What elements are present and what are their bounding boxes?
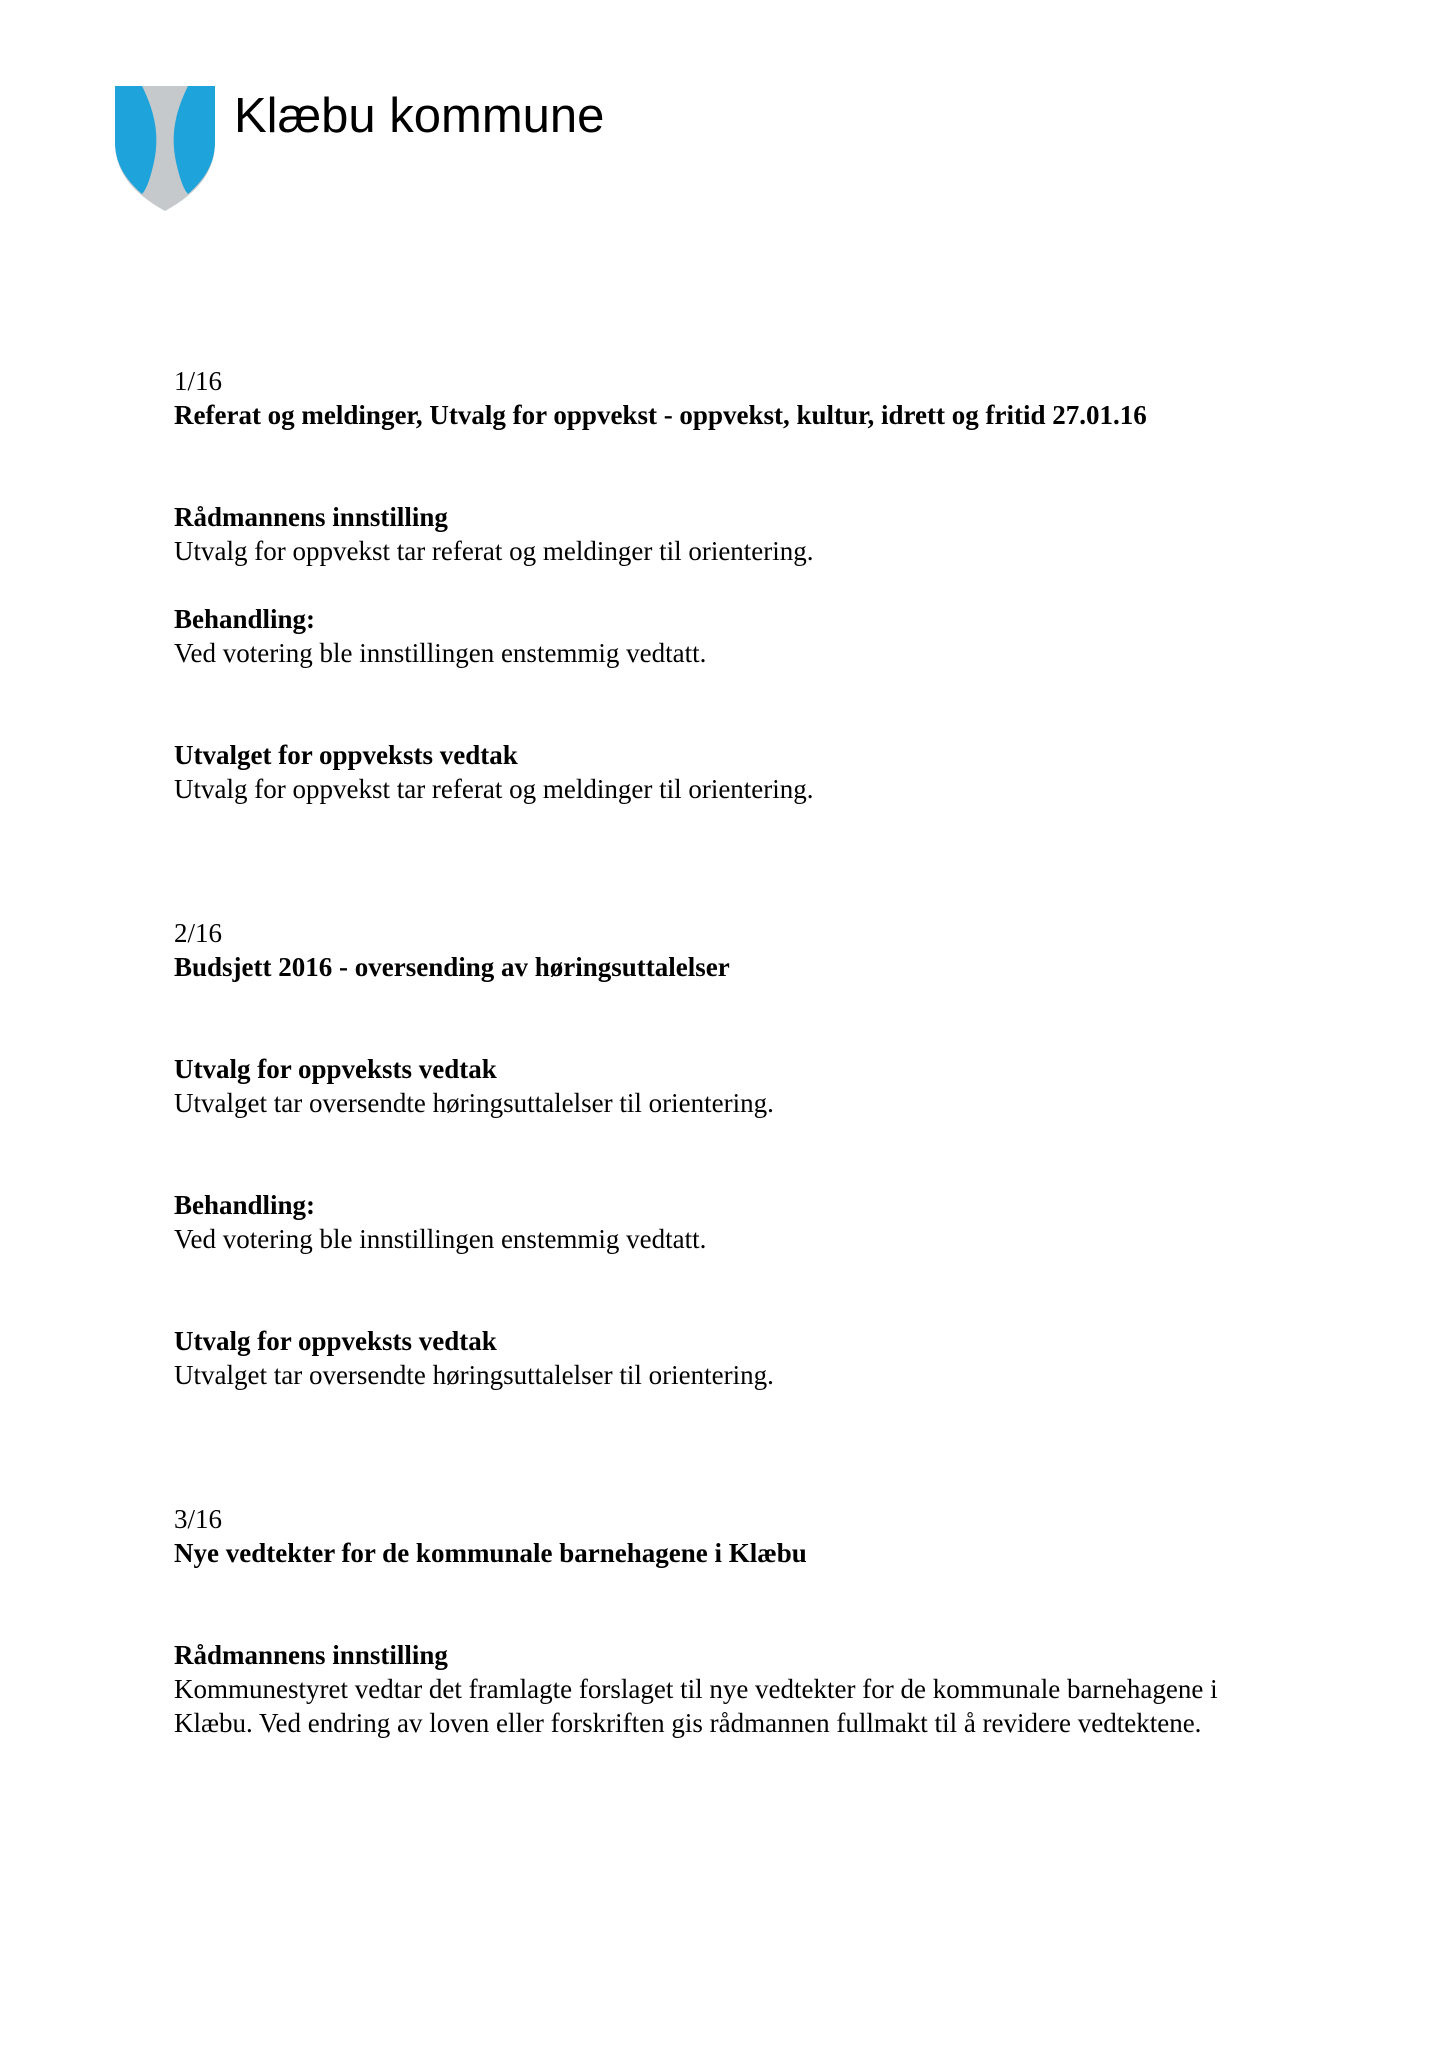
case-title: Budsjett 2016 - oversending av høringsuttalelser	[174, 952, 730, 982]
case-title: Referat og meldinger, Utvalg for oppvekst - oppvekst, kultur, idrett og fritid 27.01.16	[174, 400, 1147, 430]
section-text: Utvalg for oppvekst tar referat og meldinger til orientering.	[174, 536, 814, 566]
case-header	[174, 916, 1274, 984]
municipality-name: Klæbu kommune	[234, 89, 605, 143]
section-heading: Behandling:	[174, 604, 316, 634]
section-heading: Rådmannens innstilling	[174, 1640, 448, 1670]
case-2-16	[174, 916, 1274, 1392]
case-number: 3/16	[174, 1504, 223, 1534]
section-text: Ved votering ble innstillingen enstemmig vedtatt.	[174, 1224, 707, 1254]
municipal-crest-icon	[112, 84, 218, 212]
case-header	[174, 1502, 1274, 1570]
proceedings-section	[174, 602, 1274, 670]
case-number: 2/16	[174, 918, 223, 948]
decision-section	[174, 738, 1274, 806]
decision-section	[174, 1052, 1274, 1120]
decision-section	[174, 1324, 1274, 1392]
case-3-16	[174, 1502, 1274, 1740]
recommendation-section	[174, 500, 1274, 568]
section-heading: Utvalget for oppveksts vedtak	[174, 740, 518, 770]
section-heading: Rådmannens innstilling	[174, 502, 448, 532]
section-text: Kommunestyret vedtar det framlagte forslaget til nye vedtekter for de kommunale barnehagene i Klæbu. Ved endring av loven eller forskriften gis rådmannen fullmakt til å revidere vedtektene.	[174, 1674, 1218, 1738]
case-title: Nye vedtekter for de kommunale barnehagene i Klæbu	[174, 1538, 807, 1568]
section-text: Ved votering ble innstillingen enstemmig vedtatt.	[174, 638, 707, 668]
case-header	[174, 364, 1274, 432]
section-heading: Utvalg for oppveksts vedtak	[174, 1326, 497, 1356]
section-heading: Behandling:	[174, 1190, 316, 1220]
case-1-16	[174, 364, 1274, 806]
letterhead	[112, 84, 812, 214]
section-text: Utvalget tar oversendte høringsuttalelser til orientering.	[174, 1088, 774, 1118]
section-text: Utvalget tar oversendte høringsuttalelser til orientering.	[174, 1360, 774, 1390]
case-number: 1/16	[174, 366, 223, 396]
recommendation-section	[174, 1638, 1274, 1740]
section-heading: Utvalg for oppveksts vedtak	[174, 1054, 497, 1084]
proceedings-section	[174, 1188, 1274, 1256]
section-text: Utvalg for oppvekst tar referat og meldinger til orientering.	[174, 774, 814, 804]
meeting-minutes	[174, 364, 1274, 1850]
